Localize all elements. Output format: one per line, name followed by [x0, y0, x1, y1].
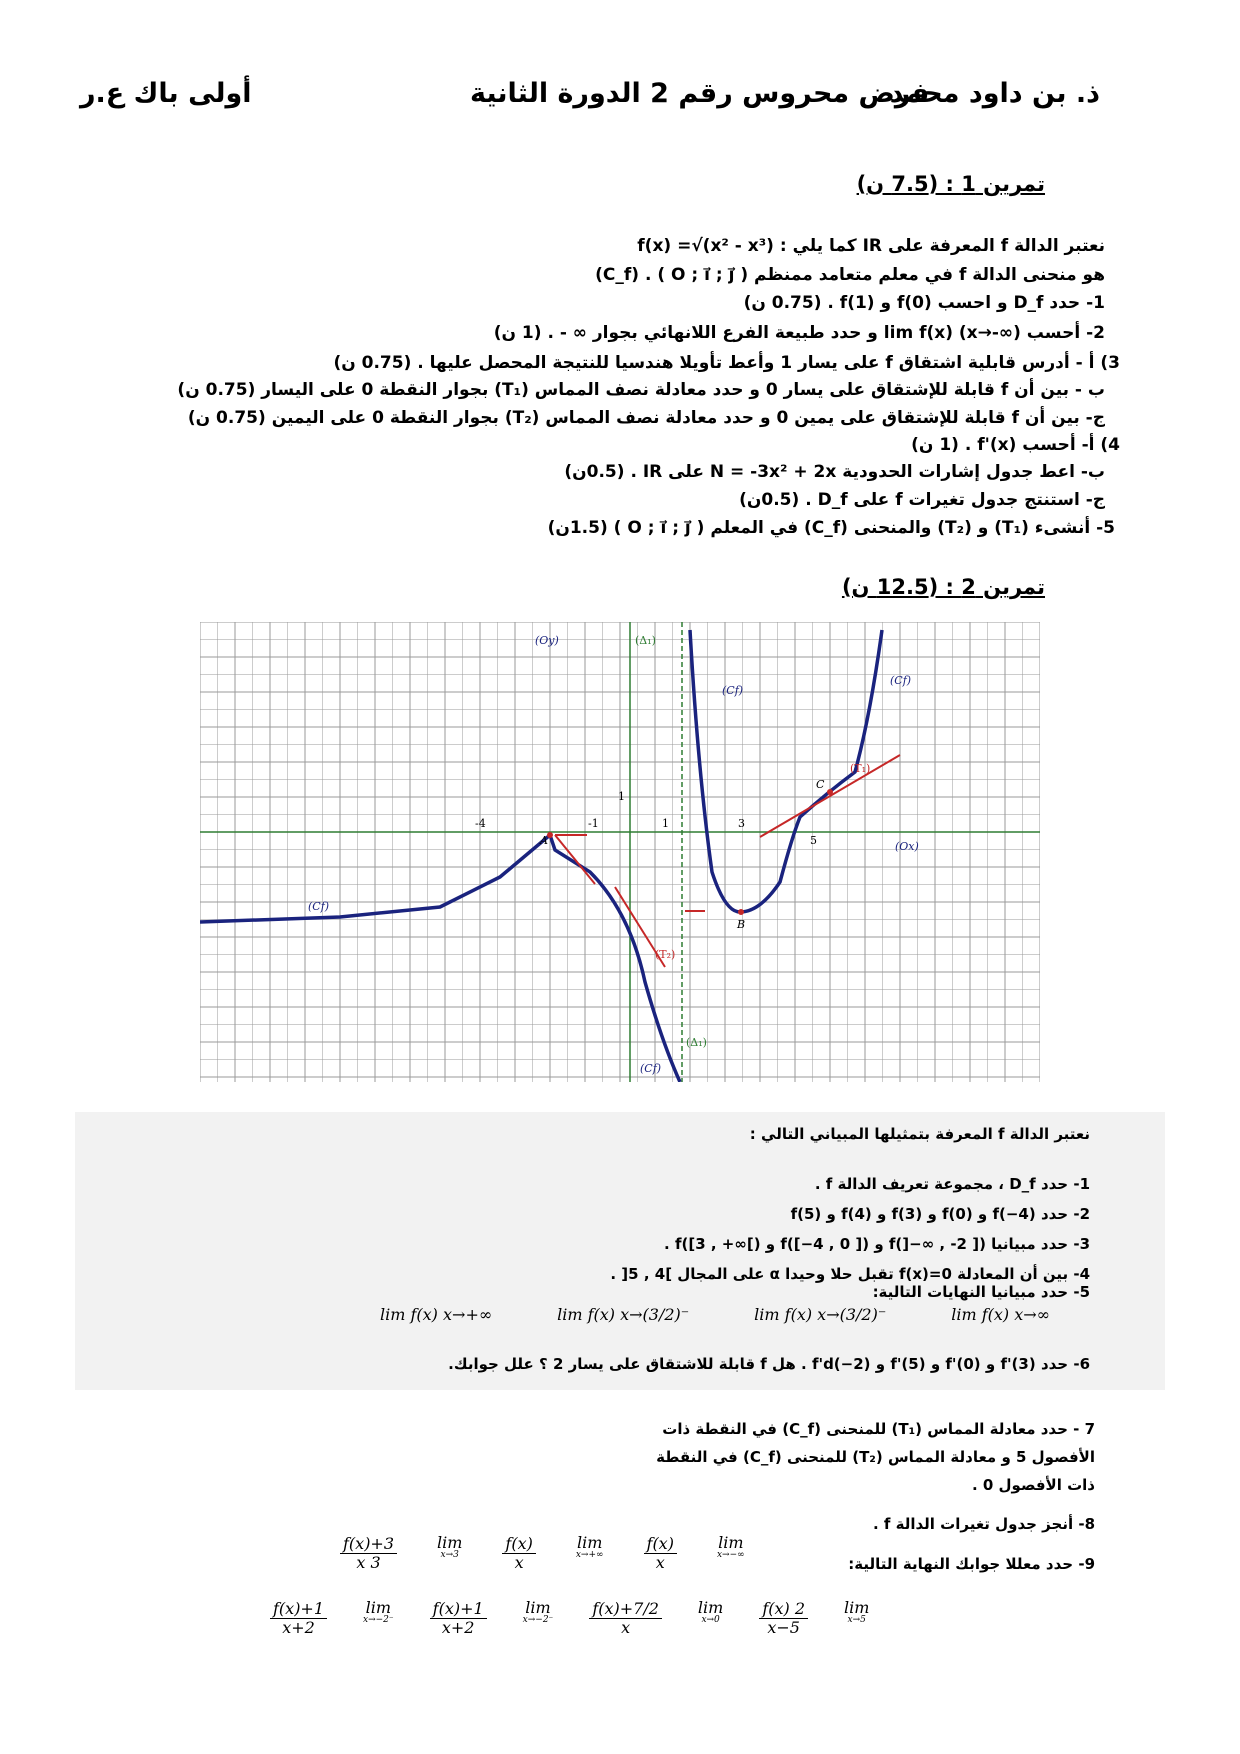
ex1-line-1: نعتبر الدالة f المعرفة على IR كما يلي : f(x) =√(x² - x³) [637, 236, 1105, 256]
q9b-limit-2: lim x→0 [697, 1598, 724, 1625]
q9-limits-row-1 [340, 1535, 745, 1571]
q9-frac-2: $\frac{f(x)}{x}$ [502, 1535, 535, 1571]
tick-5: 5 [810, 834, 817, 847]
label-b: B [737, 918, 746, 931]
point-b [738, 909, 744, 915]
ex1-line-11: 5- أنشىء (T₁) و (T₂) والمنحنى (C_f) في المعلم ( O ; i⃗ ; j⃗ ) (1.5ن) [547, 518, 1115, 538]
label-delta1-top: (Δ₁) [635, 634, 656, 647]
q9b-frac-2: $\frac{f(x)+7/2}{x}$ [589, 1600, 662, 1636]
label-cf-left: (Cf) [308, 900, 330, 913]
exercise-2-title: تمرين 2 : (12.5 ن) [841, 575, 1045, 599]
label-t1: (T₁) [850, 762, 871, 775]
label-c: C [816, 778, 825, 791]
question-7-c: ذات الأفصول 0 . [971, 1476, 1095, 1494]
ex1-line-2: هو منحنى الدالة f في معلم متعامد ممنظم ( O ; i⃗ ; j⃗ ) . (C_f) [595, 265, 1105, 285]
q9-limit-3: lim x→3 [437, 1533, 463, 1560]
tick-x-1: 1 [662, 817, 669, 830]
q9-limit-1: lim x→−∞ [716, 1533, 745, 1560]
q9-frac-3: $\frac{f(x)+3}{x 3}$ [340, 1535, 397, 1571]
ex1-line-8: 4) أ- أحسب f'(x) . (1 ن) [911, 435, 1120, 455]
ex1-line-9: ب- اعط جدول إشارات الحدودية N = -3x² + 2x على IR . (0.5ن) [564, 462, 1105, 482]
q9b-frac-1: $\frac{f(x) 2}{x-5}$ [759, 1600, 808, 1636]
q9b-limit-1: lim x→5 [844, 1598, 870, 1625]
exam-title: فرض محروس رقم 2 الدورة الثانية [470, 78, 930, 109]
point-c [827, 789, 833, 795]
question-3: 3- حدد مبيانيا f(]−∞ , -2 ]) و f([−4 , 0 ]) و f([3 , +∞[) . [664, 1235, 1090, 1253]
tick-minus-1: -1 [588, 817, 599, 830]
tick-y-1: 1 [618, 790, 625, 803]
q9b-limit-4: lim x→−2⁻ [363, 1598, 394, 1625]
question-5: 5- حدد مبيانيا النهايات التالية: [872, 1283, 1090, 1301]
q9-limit-2: lim x→+∞ [575, 1533, 604, 1560]
q5-limit-2: lim f(x) x→(3/2)⁻ [754, 1305, 887, 1324]
class-level: أولى باك ع.ر [80, 78, 252, 109]
label-cf-bottom: (Cf) [640, 1062, 662, 1075]
q5-limit-1: lim f(x) x→∞ [951, 1305, 1050, 1324]
ex1-line-7: ج- بين أن f قابلة للإشتقاق على يمين 0 و حدد معادلة نصف المماس (T₂) بجوار النقطة 0 على اليمين (0.75 ن) [187, 408, 1105, 428]
label-oy: (Oy) [535, 634, 559, 647]
ex2-intro: نعتبر الدالة f المعرفة بتمثيلها المبياني التالي : [749, 1125, 1090, 1143]
q9-limits-row-2 [270, 1600, 869, 1636]
label-delta1-bottom: (Δ₁) [686, 1036, 707, 1049]
ex1-line-6: ب - بين أن f قابلة للإشتقاق على يسار 0 و حدد معادلة نصف المماس (T₁) بجوار النقطة 0 على اليسار (0.75 ن) [177, 380, 1105, 400]
question-8: 8- أنجز جدول تغيرات الدالة f . [872, 1515, 1095, 1533]
label-t2: (T₂) [655, 948, 676, 961]
label-a: A [540, 834, 548, 847]
q5-limits [380, 1305, 1050, 1324]
ex1-line-5: 3) أ - أدرس قابلية اشتقاق f على يسار 1 وأعط تأويلا هندسيا للنتيجة المحصل عليها . (0.75 ن) [333, 353, 1120, 373]
question-7-a: 7 - حدد معادلة المماس (T₁) للمنحنى (C_f) في النقطة ذات [662, 1420, 1095, 1438]
q9b-limit-3: lim x→−2⁻ [522, 1598, 554, 1625]
question-9: 9- حدد معللا جوابك النهاية التالية: [848, 1555, 1095, 1573]
label-ox: (Ox) [895, 840, 919, 853]
q5-limit-4: lim f(x) x→+∞ [380, 1305, 493, 1324]
teacher-name: ذ. بن داود محمد [889, 78, 1100, 109]
label-cf-middle: (Cf) [722, 684, 744, 697]
q9b-frac-3: $\frac{f(x)+1}{x+2}$ [430, 1600, 487, 1636]
q9b-frac-4: $\frac{f(x)+1}{x+2}$ [270, 1600, 327, 1636]
tick-minus-4: -4 [475, 817, 486, 830]
question-2: 2- حدد f(−4) و f(0) و f(3) و f(4) و f(5) [790, 1205, 1090, 1223]
tick-3: 3 [738, 817, 745, 830]
function-graph [200, 622, 1040, 1082]
question-4: 4- بين أن المعادلة f(x)=0 تقبل حلا وحيدا α على المجال ]4 , 5[ . [610, 1265, 1090, 1283]
ex1-line-4: 2- أحسب lim f(x) (x→-∞) و حدد طبيعة الفرع اللانهائي بجوار ∞ - . (1 ن) [493, 323, 1105, 343]
ex1-line-10: ج- استنتج جدول تغيرات f على D_f . (0.5ن) [739, 490, 1105, 510]
label-cf-right: (Cf) [890, 674, 912, 687]
q9-frac-1: $\frac{f(x)}{x}$ [644, 1535, 677, 1571]
question-7-b: الأفصول 5 و معادلة المماس (T₂) للمنحنى (C_f) في النقطة [656, 1448, 1095, 1466]
ex1-line-3: 1- حدد D_f و احسب f(0) و f(1) . (0.75 ن) [743, 293, 1105, 313]
question-6: 6- حدد f'(3) و f'(0) و f'(5) و f'd(−2) . هل f قابلة للاشتقاق على يسار 2 ؟ علل جوابك. [448, 1355, 1090, 1373]
q5-limit-3: lim f(x) x→(3/2)⁻ [557, 1305, 690, 1324]
question-1: 1- حدد D_f ، مجموعة تعريف الدالة f . [814, 1175, 1090, 1193]
exercise-1-title: تمرين 1 : (7.5 ن) [856, 172, 1045, 196]
